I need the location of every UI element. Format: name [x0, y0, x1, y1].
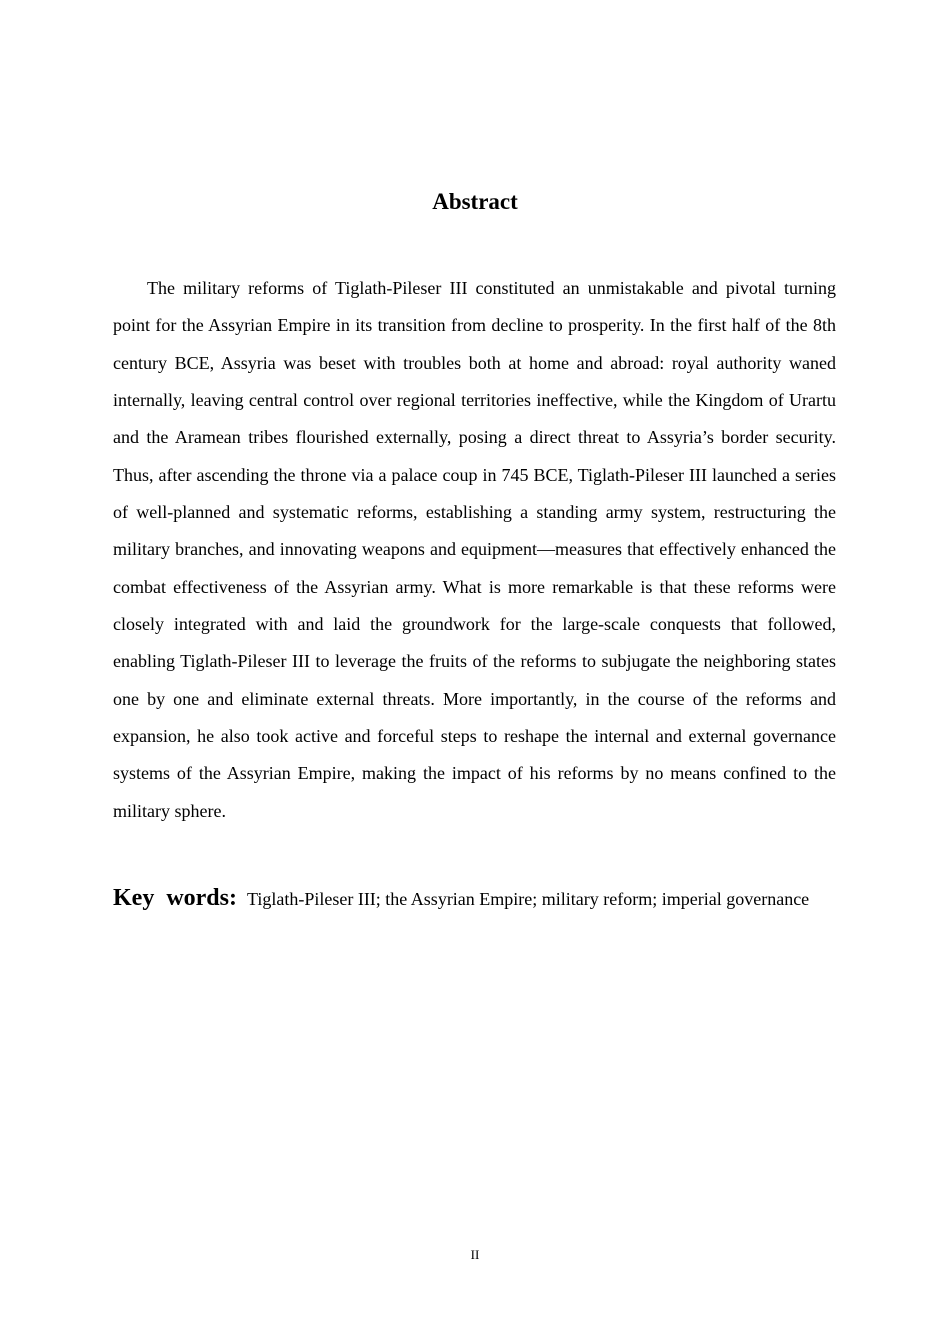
page-number: II — [470, 1247, 480, 1262]
abstract-paragraph: The military reforms of Tiglath-Pileser III constituted an unmistakable and pivotal turning point for the Assyrian Empire in its transition from decline to prosperity. In the first half of the 8th century BCE, Assyria was beset with troubles both at home and abroad: royal authority waned internally, leaving central control over regional territories ineffective, while the Kingdom of Urartu and the Aramean tribes flourished externally, posing a direct threat to Assyria’s border security. Thus, after ascending the throne via a palace coup in 745 BCE, Tiglath-Pileser III launched a series of well-planned and systematic reforms, establishing a standing army system, restructuring the military branches, and innovating weapons and equipment—measures that effectively enhanced the combat effectiveness of the Assyrian army. What is more remarkable is that these reforms were closely integrated with and laid the groundwork for the large-scale conquests that followed, enabling Tiglath-Pileser III to leverage the fruits of the reforms to subjugate the neighboring states one by one and eliminate external threats. More importantly, in the course of the reforms and expansion, he also took active and forceful steps to reshape the internal and external governance systems of the Assyrian Empire, making the impact of his reforms by no means confined to the military sphere. — [113, 278, 836, 821]
keywords-section — [113, 874, 836, 923]
keywords-list: Tiglath-Pileser III; the Assyrian Empire; military reform; imperial governance — [246, 889, 810, 909]
abstract-title: Abstract — [432, 189, 518, 214]
keywords-label: Key words: — [113, 885, 237, 911]
